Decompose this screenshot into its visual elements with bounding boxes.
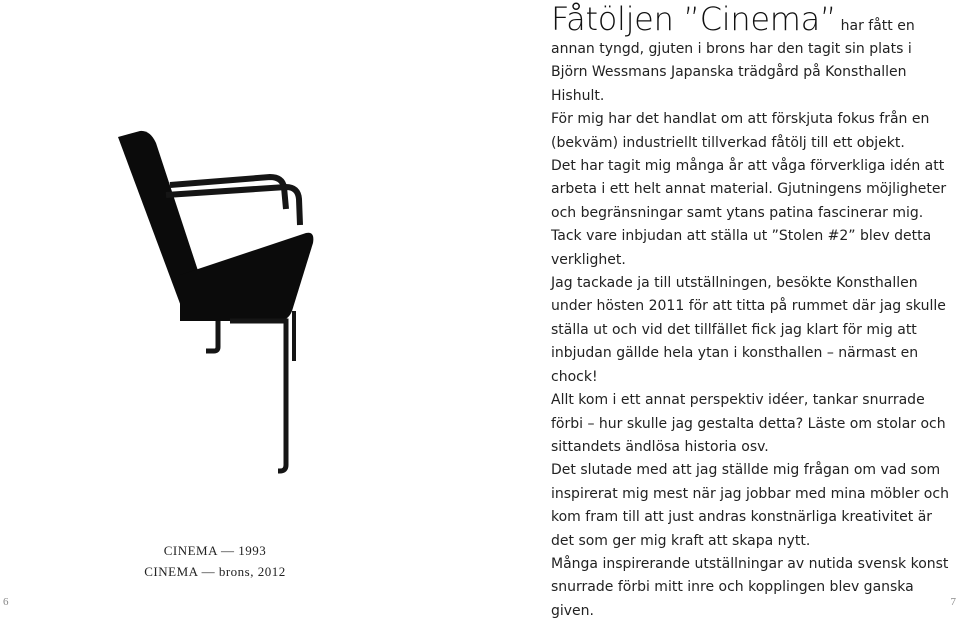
right-page bbox=[551, 0, 951, 619]
left-page bbox=[0, 0, 480, 610]
image-caption bbox=[130, 540, 300, 582]
title-tail-text: har fått en bbox=[836, 18, 915, 34]
chair-leg-rear bbox=[230, 321, 286, 357]
paragraph: Många inspirerande utställningar av nutida svensk konst snurrade förbi mitt inre och kopplingen blev ganska given. bbox=[551, 555, 949, 619]
chair-leg-front-left bbox=[206, 321, 218, 351]
heading-line bbox=[551, 0, 951, 38]
paragraph: Tack vare inbjudan att ställa ut ”Stolen #2” blev detta verklighet. bbox=[551, 228, 932, 268]
page-number-right: 7 bbox=[950, 596, 956, 608]
paragraph: Det har tagit mig många år att våga förverkliga idén att arbeta i ett helt annat material. Gjutningens möjligheter och begränsningar samt ytans patina fascinerar mig. bbox=[551, 158, 947, 221]
page-title: Fåtöljen ”Cinema” bbox=[551, 0, 837, 38]
caption-line: CINEMA — brons, 2012 bbox=[144, 564, 286, 579]
caption-line: CINEMA — 1993 bbox=[163, 543, 267, 558]
paragraph: För mig har det handlat om att förskjuta fokus från en (bekväm) industriellt tillverkad fåtölj till ett objekt. bbox=[551, 111, 930, 151]
chair-photo bbox=[110, 125, 320, 495]
chair-seat bbox=[180, 233, 313, 321]
paragraph: Jag tackade ja till utställningen, besökte Konsthallen under hösten 2011 för att titta på rummet där jag skulle ställa ut och vid det tillfället fick jag klart för mig att inbjudan gällde hela ytan i konsthallen – närmast en chock! bbox=[551, 275, 946, 385]
paragraph: Allt kom i ett annat perspektiv idéer, tankar snurrade förbi – hur skulle jag gestalta detta? Läste om stolar och sittandets ändlösa historia osv. bbox=[551, 392, 946, 455]
paragraph: Det slutade med att jag ställde mig frågan om vad som inspirerat mig mest när jag jobbar med mina möbler och kom fram till att just andras konstnärliga kreativitet är det som ger mig kraft att skapa nytt. bbox=[551, 462, 949, 549]
page-number-left: 6 bbox=[3, 596, 9, 608]
chair-armrest-front bbox=[166, 187, 300, 225]
chair-leg-front-right bbox=[278, 321, 286, 471]
paragraph: annan tyngd, gjuten i brons har den tagit sin plats i Björn Wessmans Japanska trädgård på Konsthallen Hishult. bbox=[551, 41, 912, 104]
body-text bbox=[551, 38, 951, 623]
